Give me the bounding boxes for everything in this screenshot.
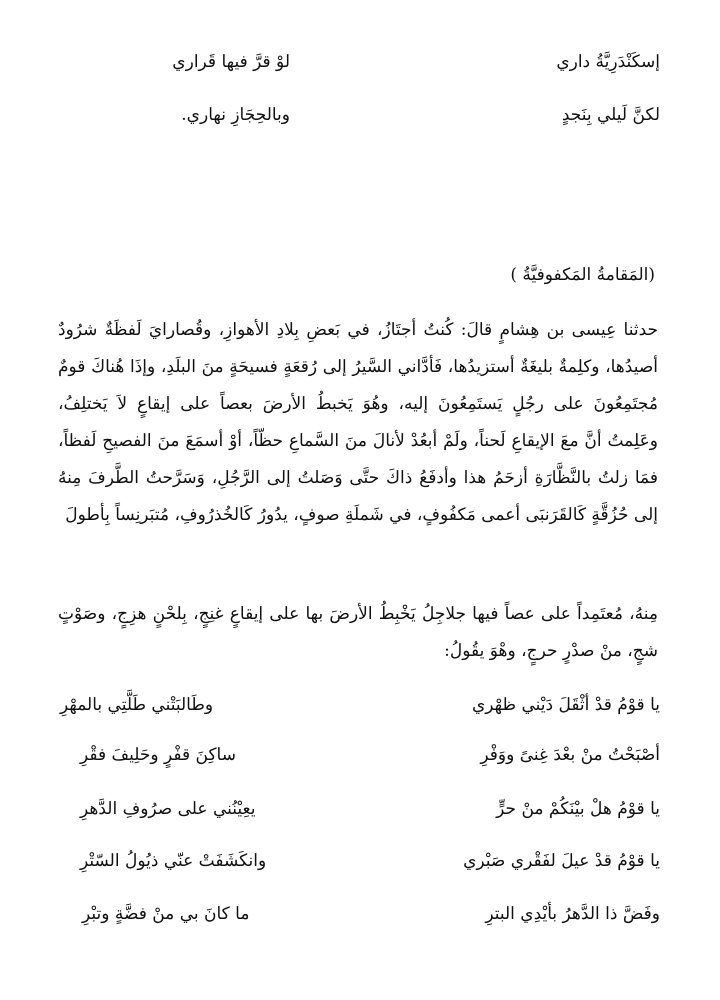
poem-hemistich: وفَضَّ ذا الدَّهرُ بأيْدِي البترِ xyxy=(485,904,660,924)
verse-hemistich: لكنَّ لَيلي بِنَجدٍ xyxy=(561,105,660,125)
prose-paragraph: مِنهُ، مُعتَمِداً على عصاً فيها جلاجِلُ يَخْبِطُ الأرضَ بها على إيقاعٍ غنِجٍ، بِلحْنٍ هزِجٍ، وصَوْتٍ شجٍ، منْ صدْرٍ حرجٍ، وهْوَ يقُولُ: xyxy=(58,604,658,661)
poem-hemistich: وانكَشَفَتْ عنّي ذيُولُ السّتْرِ xyxy=(80,851,267,871)
poem-hemistich: يا قوْمُ قدْ أثْقَلَ دَيْني ظهْري xyxy=(472,695,660,715)
poem-hemistich: أصْبَحْتُ منْ بعْدَ غِنىً ووَفْرِ xyxy=(480,745,660,765)
poem-hemistich: يا قوْمُ قدْ عيلَ لفَقْري صَبْري xyxy=(463,851,660,871)
prose-paragraph: حدثنا عِيسى بن هِشامٍ قالَ: كُنتُ أجتَازُ، في بَعضِ بِلادِ الأهوازِ، وقُصارايَ لَفظَةٌ شرُودٌ أصيدُها، وكلِمةٌ بليغَةٌ أستزيدُها، فَأدَّاني السَّيرُ إلى رُقعَةٍ فسيحَةٍ منَ البلَدِ، وإذَا هُناكَ قومٌ مُجتَمِعُونَ على رجُلٍ يَستَمِعُونَ إليه، وهُوَ يَخبطُ الأرضَ بعصاً على إيقاعٍ لاَ يَختلِفُ، وعَلِمتُ أنَّ معَ الإيقاعِ لَحناً، ولَمْ أبعُدْ لأنالَ منَ السَّماعِ حظّاً، أوْ أسمَعَ منَ الفصيحِ لَفظاً، فمَا زلتُ بالنَّظَّارَةِ أزحَمُ هذا وأدفَعُ ذاكَ حتَّى وَصَلتُ إلى الرَّجُلِ، وَسَرَّحتُ الطَّرفَ مِنهُ إلى حُزُقَّةٍ كَالقَرَنبَى أعمى مَكفُوفٍ، في شَملَةِ صوفٍ، يدُورُ كَالخُذرُوفِ، مُتبَرنِساً بِأطولَ xyxy=(58,320,658,525)
maqama-title: (المَقامةُ المَكفوفيَّةُ ) xyxy=(510,265,655,285)
poem-hemistich: ما كانَ بي منْ فضَّةٍ وتبْرِ xyxy=(82,904,250,924)
verse-hemistich: وبالحِجَازِ نهاري. xyxy=(181,105,290,125)
poem-hemistich: وطَالبَتْني طَلَّتِي بالمهْرِ xyxy=(60,695,214,715)
verse-hemistich: لوْ قرَّ فيها قَراري xyxy=(172,52,290,72)
poem-hemistich: يا قوْمُ هلْ بيْنَكُمْ منْ حرٍّ xyxy=(496,799,660,819)
verse-hemistich: إسكَنْدَرِيَّةُ داري xyxy=(556,52,660,72)
poem-hemistich: يعِيْنُني على صرُوفِ الدَّهرِ xyxy=(80,799,256,819)
poem-hemistich: ساكِنَ قفْرٍ وحَلِيفَ فقْرِ xyxy=(80,745,236,765)
